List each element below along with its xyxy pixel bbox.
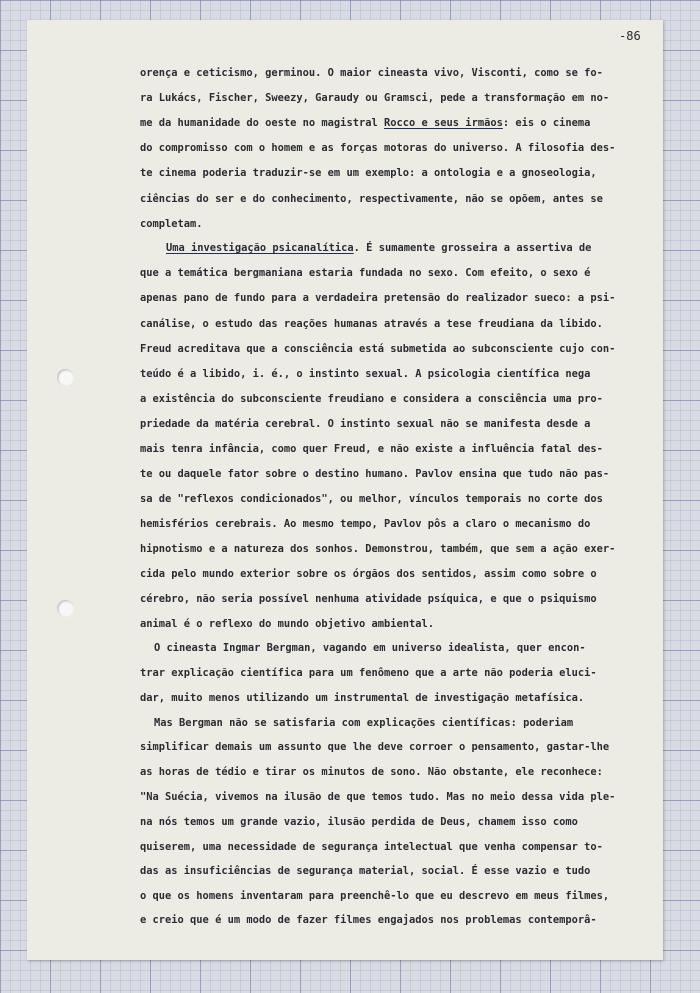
text-line: hemisférios cerebrais. Ao mesmo tempo, Pavlov pôs a claro o mecanismo do: [140, 518, 591, 530]
text-line: o que os homens inventaram para preenchê-lo que eu descrevo em meus filmes,: [140, 890, 610, 902]
text-line: teúdo é a libido, i. é., o instinto sexual. A psicologia científica nega: [140, 368, 591, 380]
punch-hole-top: [57, 369, 74, 386]
text-line: orença e ceticismo, germinou. O maior cineasta vivo, Visconti, como se fo-: [140, 67, 603, 79]
punch-hole-bottom: [57, 600, 74, 617]
text-line: trar explicação científica para um fenômeno que a arte não poderia eluci-: [140, 667, 597, 679]
text-line: priedade da matéria cerebral. O instinto sexual não se manifesta desde a: [140, 418, 591, 430]
page-number: -86: [619, 29, 641, 43]
text-line: te cinema poderia traduzir-se em um exemplo: a ontologia e a gnoseologia,: [140, 167, 597, 179]
text-line: apenas pano de fundo para a verdadeira pretensão do realizador sueco: a psi-: [140, 292, 616, 304]
text-line: dar, muito menos utilizando um instrumental de investigação metafísica.: [140, 692, 585, 704]
underlined-film-title: Rocco e seus irmãos: [383, 117, 503, 129]
text-line: a existência do subconsciente freudiano e considera a consciência uma pro-: [140, 393, 603, 405]
text-line: ciências do ser e do conhecimento, respectivamente, não se opõem, antes se: [140, 193, 603, 205]
text-line: Freud acreditava que a consciência está submetida ao subconsciente cujo con-: [140, 343, 616, 355]
underlined-section-heading: Uma investigação psicanalítica: [166, 242, 354, 254]
text-line: animal é o reflexo do mundo objetivo ambiental.: [140, 618, 435, 630]
text-line: Mas Bergman não se satisfaria com explicações científicas: poderiam: [154, 717, 574, 729]
text-line: sa de "reflexos condicionados", ou melhor, vínculos temporais no corte dos: [140, 493, 603, 505]
text-line: hipnotismo e a natureza dos sonhos. Demonstrou, também, que sem a ação exer-: [140, 543, 616, 555]
text-line: O cineasta Ingmar Bergman, vagando em universo idealista, quer encon-: [154, 642, 586, 654]
text-line: cida pelo mundo exterior sobre os órgãos dos sentidos, assim como sobre o: [140, 568, 597, 580]
text-line: que a temática bergmaniana estaria fundada no sexo. Com efeito, o sexo é: [140, 267, 591, 279]
text-line: canálise, o estudo das reações humanas através a tese freudiana da libido.: [140, 318, 603, 330]
text-line: me da humanidade do oeste no magistral Rocco e seus irmãos: eis o cinema: [140, 117, 591, 129]
text-line: ra Lukács, Fischer, Sweezy, Garaudy ou Gramsci, pede a transformação em no-: [140, 92, 610, 104]
text-line: "Na Suécia, vivemos na ilusão de que temos tudo. Mas no meio dessa vida ple-: [140, 791, 616, 803]
text-line: das as insuficiências de segurança material, social. É esse vazio e tudo: [140, 865, 591, 877]
text-line: as horas de tédio e tirar os minutos de sono. Não obstante, ele reconhece:: [140, 766, 603, 778]
text-line: completam.: [140, 218, 203, 230]
text-line: e creio que é um modo de fazer filmes engajados nos problemas contemporâ-: [140, 914, 597, 926]
text-line: te ou daquele fator sobre o destino humano. Pavlov ensina que tudo não pas-: [140, 468, 610, 480]
text-line: quiserem, uma necessidade de segurança intelectual que venha compensar to-: [140, 841, 603, 853]
section-heading-line: Uma investigação psicanalítica. É sumamente grosseira a assertiva de: [166, 242, 592, 254]
text-line: na nós temos um grande vazio, ilusão perdida de Deus, chamem isso como: [140, 816, 578, 828]
text-line: do compromisso com o homem e as forças motoras do universo. A filosofia des-: [140, 142, 616, 154]
text-line: simplificar demais um assunto que lhe deve corroer o pensamento, gastar-lhe: [140, 741, 610, 753]
text-line: mais tenra infância, como quer Freud, e não existe a influência fatal des-: [140, 443, 603, 455]
text-line: cérebro, não seria possível nenhuma atividade psíquica, e que o psiquismo: [140, 593, 597, 605]
